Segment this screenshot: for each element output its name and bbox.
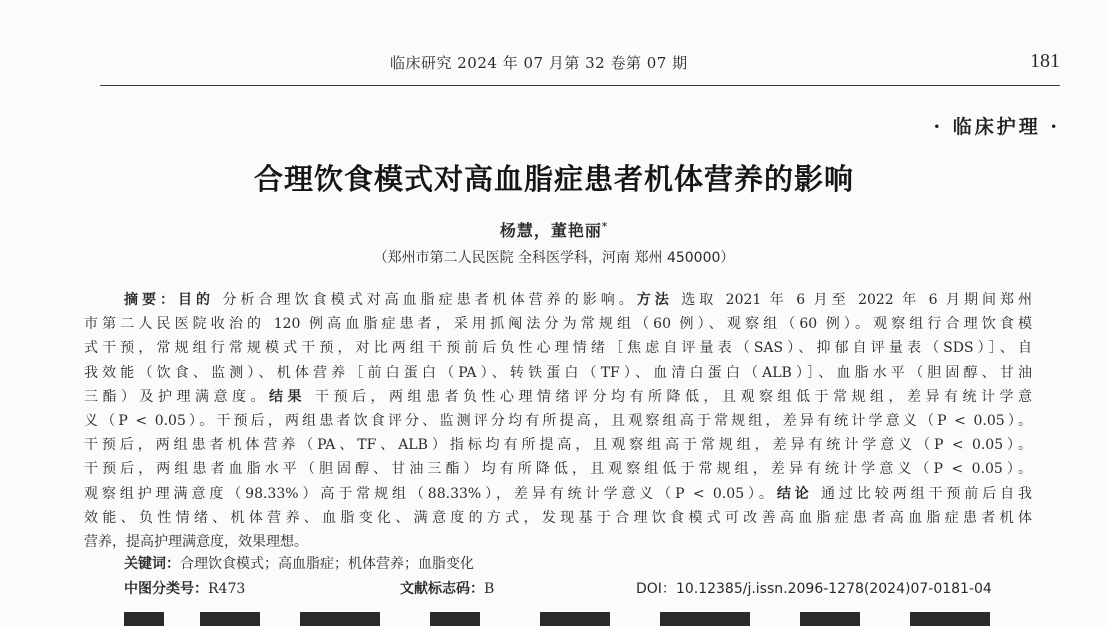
- document-code: [400, 578, 494, 598]
- cropped-text-fragment: [124, 612, 164, 626]
- page-header: [0, 0, 1108, 86]
- abstract-line: [84, 530, 1032, 554]
- abstract-text: 干预后，两组患者机体营养（PA、TF、ALB）指标均有所提高，且观察组高于常规组，差异有统计学意义（P < 0.05）。: [84, 437, 1032, 454]
- abstract-text: 市第二人民医院收治的 120 例高血脂症患者，采用抓阄法分为常规组（60 例）、观察组（60 例）。观察组行合理饮食模: [84, 316, 1032, 333]
- cropped-text-fragment: [430, 612, 480, 626]
- abstract-heading: 结果: [269, 388, 307, 405]
- corresponding-mark: *: [601, 221, 609, 233]
- abstract-text: 干预后，两组患者血脂水平（胆固醇、甘油三酯）均有所降低，且观察组低于常规组，差异有统计学意义（P < 0.05）。: [84, 461, 1032, 478]
- abstract-line: [84, 506, 1032, 530]
- abstract-text: 效能、负性情绪、机体营养、血脂变化、满意度的方式，发现基于合理饮食模式可改善高血脂症患者高血脂症患者机体: [84, 509, 1032, 526]
- abstract-heading: 方法: [636, 292, 673, 308]
- abstract-line: [84, 457, 1032, 481]
- doi: [636, 578, 992, 598]
- keywords-label: 关键词：: [124, 556, 180, 572]
- abstract: [84, 288, 1032, 554]
- abstract-text: 通过比较两组干预前后自我: [812, 485, 1033, 502]
- abstract-text: 观察组护理满意度（98.33%）高于常规组（88.33%），差异有统计学意义（P < 0.05）。: [84, 485, 777, 502]
- abstract-text: 干预后，两组患者负性心理情绪评分均有所降低，且观察组低于常规组，差异有统计学意: [306, 388, 1033, 405]
- abstract-line: [84, 482, 1032, 506]
- clc-value: R473: [208, 581, 246, 597]
- abstract-text: 我效能（饮食、监测）、机体营养［前白蛋白（PA）、转铁蛋白（TF）、血清白蛋白（ALB）］、血脂水平（胆固醇、甘油: [84, 364, 1032, 381]
- cropped-text-fragment: [910, 612, 990, 626]
- abstract-text: 营养，提高护理满意度，效果理想。: [84, 534, 308, 551]
- abstract-label: 摘要：: [124, 292, 179, 308]
- abstract-line: [84, 336, 1032, 360]
- clc-label: 中图分类号：: [124, 581, 208, 597]
- abstract-text: 三酯）及护理满意度。: [84, 388, 270, 405]
- page-number: 181: [1030, 50, 1060, 72]
- author-names: 杨慧，董艳丽: [499, 221, 602, 240]
- abstract-heading: 目的: [178, 292, 215, 308]
- header-rule: [100, 85, 1060, 86]
- section-label: · 临床护理 ·: [933, 116, 1060, 138]
- cropped-text-fragment: [800, 612, 860, 626]
- abstract-text: 分析合理饮食模式对高血脂症患者机体营养的影响。: [214, 292, 637, 308]
- cropped-text-fragment: [540, 612, 610, 626]
- document-code-label: 文献标志码：: [400, 581, 484, 597]
- keywords: [124, 553, 474, 573]
- clc-number: [124, 578, 245, 598]
- document-code-value: B: [484, 581, 495, 597]
- keywords-value: 合理饮食模式；高血脂症；机体营养；血脂变化: [180, 556, 474, 572]
- doi-label: DOI：: [636, 581, 676, 597]
- doi-value: 10.12385/j.issn.2096-1278(2024)07-0181-04: [675, 581, 992, 597]
- cropped-text-fragment: [660, 612, 750, 626]
- affiliation: （郑州市第二人民医院 全科医学科，河南 郑州 450000）: [373, 250, 735, 266]
- abstract-line: [84, 312, 1032, 336]
- article-title: 合理饮食模式对高血脂症患者机体营养的影响: [253, 162, 854, 196]
- abstract-line: [84, 385, 1032, 409]
- authors: [0, 218, 1108, 241]
- cropped-text-fragment: [300, 612, 380, 626]
- abstract-text: 选取 2021 年 6 月至 2022 年 6 月期间郑州: [672, 292, 1033, 308]
- abstract-line: [84, 433, 1032, 457]
- abstract-line: [84, 288, 1032, 312]
- abstract-heading: 结论: [776, 485, 813, 502]
- journal-info: 临床研究 2024 年 07 月第 32 卷第 07 期: [390, 54, 688, 72]
- abstract-text: 义（P < 0.05）。干预后，两组患者饮食评分、监测评分均有所提高，且观察组高于常规组，差异有统计学意义（P < 0.05）。: [84, 413, 1032, 430]
- cropped-text-fragment: [200, 612, 260, 626]
- abstract-text: 式干预，常规组行常规模式干预，对比两组干预前后负性心理情绪［焦虑自评量表（SAS）、抑郁自评量表（SDS）］、自: [84, 340, 1032, 357]
- abstract-line: [84, 361, 1032, 385]
- abstract-line: [84, 409, 1032, 433]
